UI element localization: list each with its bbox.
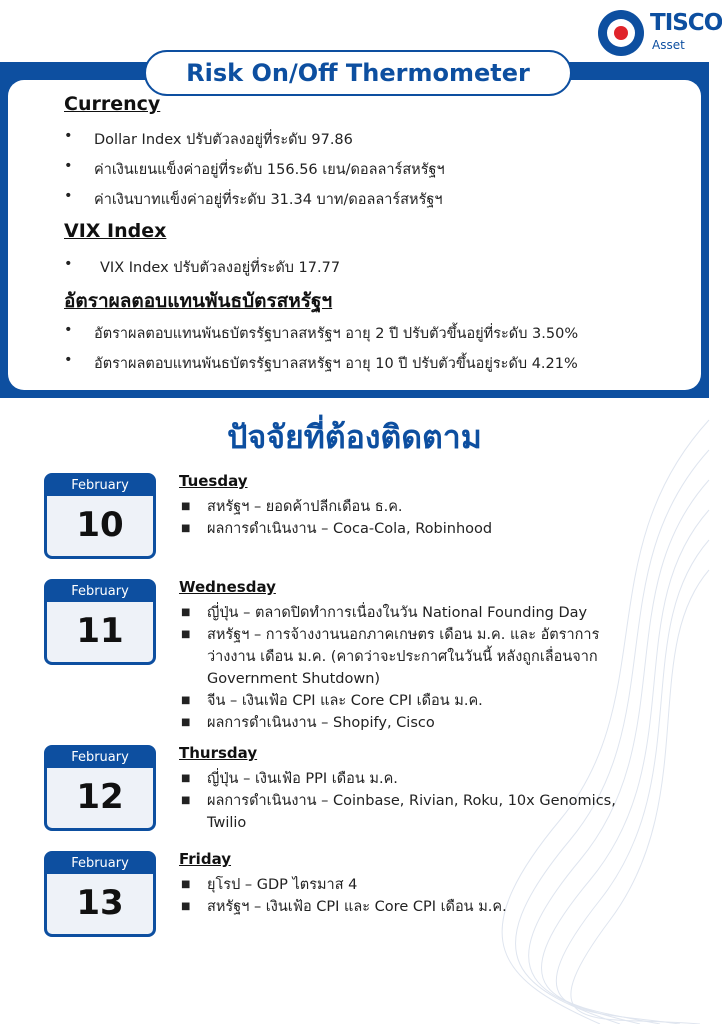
calendar-month: February bbox=[47, 854, 153, 874]
bullet-text: อัตราผลตอบแทนพันธบัตรรัฐบาลสหรัฐฯ อายุ 2 ปี ปรับตัวขึ้นอยู่ที่ระดับ 3.50% bbox=[94, 326, 579, 342]
bullet-icon: • bbox=[64, 256, 73, 272]
event-text: ผลการดำเนินงาน – Shopify, Cisco bbox=[207, 715, 435, 731]
event-text: ยุโรป – GDP ไตรมาส 4 bbox=[207, 877, 358, 893]
weekday-heading: Friday bbox=[179, 850, 232, 868]
event-text: จีน – เงินเฟ้อ CPI และ Core CPI เดือน ม.ค. bbox=[207, 693, 483, 709]
section-heading-currency: Currency bbox=[64, 93, 161, 115]
square-bullet-icon: ■ bbox=[181, 879, 191, 890]
event-text: สหรัฐฯ – เงินเฟ้อ CPI และ Core CPI เดือน ม.ค. bbox=[207, 899, 507, 915]
weekday-heading: Thursday bbox=[179, 744, 258, 762]
event-text: Twilio bbox=[207, 815, 247, 831]
section-heading-vix: VIX Index bbox=[64, 220, 167, 242]
bullet-text: อัตราผลตอบแทนพันธบัตรรัฐบาลสหรัฐฯ อายุ 10 ปี ปรับตัวขึ้นอยู่ระดับ 4.21% bbox=[94, 356, 578, 372]
bullet-text: ค่าเงินบาทแข็งค่าอยู่ที่ระดับ 31.34 บาท/ดอลลาร์สหรัฐฯ bbox=[94, 192, 443, 208]
bullet-icon: • bbox=[64, 128, 73, 144]
bullet-text: ค่าเงินเยนแข็งค่าอยู่ที่ระดับ 156.56 เยน/ดอลลาร์สหรัฐฯ bbox=[94, 162, 445, 178]
square-bullet-icon: ■ bbox=[181, 523, 191, 534]
event-text: สหรัฐฯ – ยอดค้าปลีกเดือน ธ.ค. bbox=[207, 499, 403, 515]
event-text: ญี่ปุ่น – ตลาดปิดทำการเนื่องในวัน National Founding Day bbox=[207, 605, 588, 621]
weekday-heading: Tuesday bbox=[179, 472, 248, 490]
calendar-date: 13 bbox=[76, 883, 124, 923]
calendar-icon bbox=[44, 579, 156, 665]
square-bullet-icon: ■ bbox=[181, 773, 191, 784]
square-bullet-icon: ■ bbox=[181, 501, 191, 512]
event-text: ว่างงาน เดือน ม.ค. (คาดว่าจะประกาศในวันนี้ หลังถูกเลื่อนจาก bbox=[207, 649, 598, 665]
bullet-icon: • bbox=[64, 352, 73, 368]
square-bullet-icon: ■ bbox=[181, 795, 191, 806]
event-text: ผลการดำเนินงาน – Coinbase, Rivian, Roku, 10x Genomics, bbox=[207, 793, 616, 809]
bullet-icon: • bbox=[64, 188, 73, 204]
logo-subtitle: Asset bbox=[652, 38, 685, 52]
decorative-wave bbox=[440, 400, 709, 1024]
square-bullet-icon: ■ bbox=[181, 717, 191, 728]
calendar-date: 10 bbox=[76, 505, 124, 545]
thermometer-title: Risk On/Off Thermometer bbox=[144, 50, 572, 96]
bullet-icon: • bbox=[64, 322, 73, 338]
calendar-month: February bbox=[47, 476, 153, 496]
weekday-heading: Wednesday bbox=[179, 578, 276, 596]
bullet-text: Dollar Index ปรับตัวลงอยู่ที่ระดับ 97.86 bbox=[94, 132, 353, 148]
square-bullet-icon: ■ bbox=[181, 607, 191, 618]
calendar-month: February bbox=[47, 582, 153, 602]
calendar-month: February bbox=[47, 748, 153, 768]
calendar-icon bbox=[44, 851, 156, 937]
watch-title: ปัจจัยที่ต้องติดตาม bbox=[227, 418, 482, 456]
bullet-text: VIX Index ปรับตัวลงอยู่ที่ระดับ 17.77 bbox=[100, 260, 341, 276]
bullet-icon: • bbox=[64, 158, 73, 174]
calendar-date: 11 bbox=[76, 611, 124, 651]
tisco-logo bbox=[598, 8, 722, 58]
square-bullet-icon: ■ bbox=[181, 695, 191, 706]
calendar-date: 12 bbox=[76, 777, 124, 817]
event-text: Government Shutdown) bbox=[207, 671, 381, 687]
calendar-icon bbox=[44, 745, 156, 831]
square-bullet-icon: ■ bbox=[181, 629, 191, 640]
calendar-icon bbox=[44, 473, 156, 559]
event-text: สหรัฐฯ – การจ้างงานนอกภาคเกษตร เดือน ม.ค. และ อัตราการ bbox=[207, 627, 600, 643]
square-bullet-icon: ■ bbox=[181, 901, 191, 912]
section-heading-bond-yield: อัตราผลตอบแทนพันธบัตรสหรัฐฯ bbox=[64, 290, 333, 312]
logo-name: TISCO bbox=[650, 10, 722, 36]
event-text: ผลการดำเนินงาน – Coca-Cola, Robinhood bbox=[207, 521, 493, 537]
logo-mark-icon bbox=[598, 10, 644, 56]
event-text: ญี่ปุ่น – เงินเฟ้อ PPI เดือน ม.ค. bbox=[207, 771, 398, 787]
